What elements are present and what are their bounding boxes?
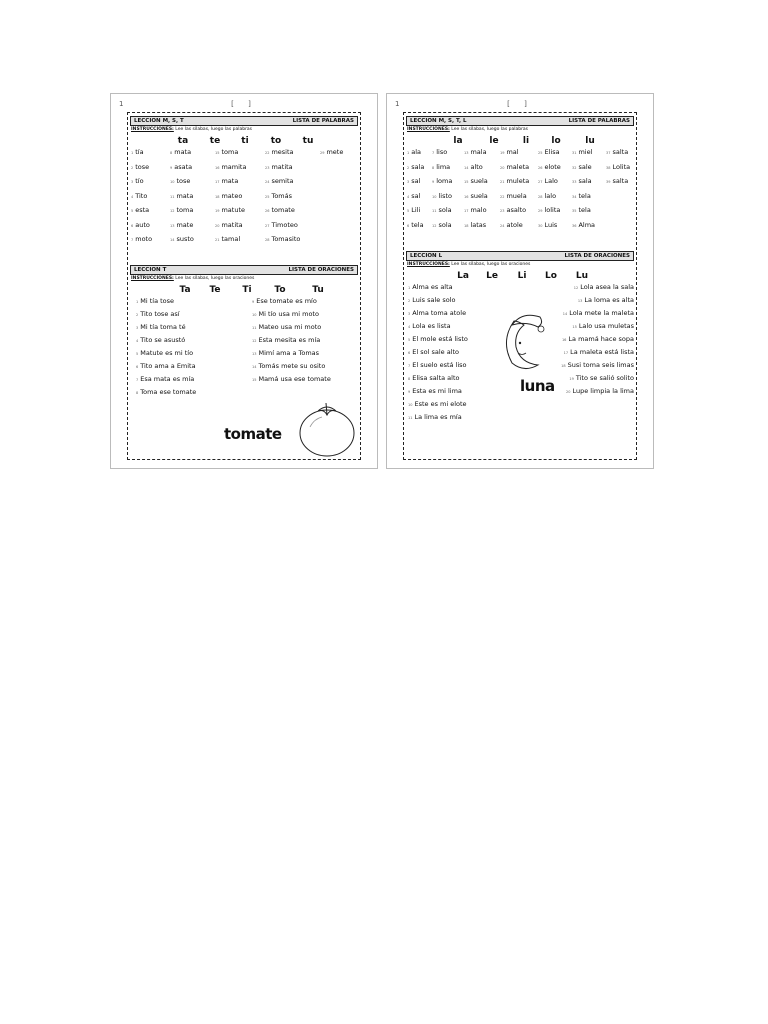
item-number: 13 bbox=[170, 223, 175, 228]
list-title: LISTA DE PALABRAS bbox=[568, 118, 630, 124]
word: 2 tose bbox=[131, 162, 150, 171]
sentence: 2 Luis sale solo bbox=[408, 296, 456, 304]
word: 23 matita bbox=[265, 162, 293, 171]
sentence: 2 Tito tose así bbox=[136, 310, 180, 318]
word: 5 Lili bbox=[407, 206, 421, 214]
item-number: 5 bbox=[408, 338, 411, 342]
sentence: 8 Elisa salta alto bbox=[408, 374, 460, 382]
instructions bbox=[404, 126, 636, 134]
word: 30 Luis bbox=[538, 220, 558, 229]
word: 34 tela bbox=[572, 191, 591, 200]
item-number: 21 bbox=[500, 180, 505, 184]
sentence: 7 Esa mata es mía bbox=[136, 375, 195, 383]
syllable-row bbox=[404, 269, 636, 283]
image-caption: luna bbox=[520, 377, 555, 395]
item-number: 15 bbox=[252, 378, 257, 382]
word: 7 liso bbox=[432, 148, 448, 156]
item-number: 15 bbox=[572, 325, 577, 329]
word: 17 malo bbox=[464, 206, 487, 214]
instructions-text: Lee las sílabas, luego las oraciones bbox=[451, 262, 531, 267]
word: 36 Alma bbox=[572, 220, 596, 229]
item-number: 2 bbox=[408, 299, 411, 303]
sentence: 16 La mamá hace sopa bbox=[561, 335, 634, 343]
syllable: tu bbox=[302, 136, 314, 146]
sentence: 13 La loma es alta bbox=[577, 296, 634, 304]
syllable: La bbox=[457, 271, 469, 281]
instructions-label: INSTRUCCIONES: bbox=[131, 276, 174, 281]
sentence: 14 Tomás mete su osito bbox=[252, 362, 326, 370]
word-column bbox=[432, 148, 452, 235]
top-line bbox=[119, 100, 369, 110]
word: 21 muleta bbox=[500, 177, 530, 185]
item-number: 35 bbox=[572, 209, 577, 213]
word: 7 moto bbox=[131, 235, 153, 243]
word: 13 mala bbox=[464, 148, 487, 156]
item-number: 5 bbox=[136, 352, 139, 356]
item-number: 25 bbox=[265, 194, 270, 199]
word-list-section bbox=[128, 113, 360, 243]
sentence: 8 Toma ese tomate bbox=[136, 388, 197, 396]
sentence: 4 Lola es lista bbox=[408, 322, 451, 330]
word: 9 asata bbox=[170, 162, 193, 171]
word: 38 Lolita bbox=[606, 162, 631, 171]
word: 14 alto bbox=[464, 162, 483, 171]
sentence: 20 Lupe limpia la lima bbox=[566, 387, 634, 395]
sentence: 15 Lalo usa muletas bbox=[572, 322, 634, 330]
word: 2 sala bbox=[407, 162, 425, 171]
word: 27 Lalo bbox=[538, 177, 558, 185]
word: 32 sale bbox=[572, 162, 592, 171]
word: 17 mata bbox=[215, 177, 239, 185]
item-number: 4 bbox=[131, 194, 134, 199]
item-number: 6 bbox=[131, 223, 134, 228]
syllable-row bbox=[404, 134, 636, 148]
item-number: 9 bbox=[432, 180, 435, 184]
item-number: 38 bbox=[606, 165, 611, 170]
section-header bbox=[130, 265, 358, 275]
sentence: 15 Mamá usa ese tomate bbox=[252, 375, 331, 383]
page-bracket: [ ] bbox=[507, 100, 533, 108]
sentence: 12 Esta mesita es mía bbox=[252, 336, 321, 344]
worksheet-left bbox=[110, 93, 378, 469]
item-number: 1 bbox=[131, 151, 134, 155]
item-number: 15 bbox=[215, 151, 220, 155]
sentence-column bbox=[561, 283, 634, 400]
item-number: 19 bbox=[500, 151, 505, 155]
list-title: LISTA DE ORACIONES bbox=[564, 253, 630, 259]
word: 6 tela bbox=[407, 220, 424, 229]
item-number: 12 bbox=[252, 339, 257, 343]
instructions-text: Lee las sílabas, luego las palabras bbox=[175, 127, 253, 132]
word: 3 tío bbox=[131, 177, 144, 185]
instructions-text: Lee las sílabas, luego las palabras bbox=[451, 127, 529, 132]
item-number: 15 bbox=[464, 180, 469, 184]
sentence: 11 La lima es mía bbox=[408, 413, 462, 421]
word: 3 sal bbox=[407, 177, 421, 185]
item-number: 28 bbox=[538, 194, 543, 199]
item-number: 32 bbox=[572, 165, 577, 170]
item-number: 20 bbox=[566, 390, 571, 394]
item-number: 18 bbox=[464, 223, 469, 228]
syllable: li bbox=[522, 136, 530, 146]
word-column bbox=[407, 148, 424, 235]
instructions-label: INSTRUCCIONES: bbox=[131, 127, 174, 132]
item-number: 13 bbox=[252, 352, 257, 356]
item-number: 11 bbox=[252, 326, 257, 330]
item-number: 8 bbox=[170, 151, 173, 155]
item-number: 4 bbox=[408, 325, 411, 329]
word: 6 auto bbox=[131, 220, 150, 229]
lesson-title: LECCION M, S, T, L bbox=[410, 118, 467, 124]
item-number: 29 bbox=[320, 151, 325, 155]
item-number: 3 bbox=[407, 180, 410, 184]
sentence: 19 Tito se salió solito bbox=[569, 374, 634, 382]
item-number: 12 bbox=[170, 209, 175, 213]
word: 25 Elisa bbox=[538, 148, 560, 156]
sentence: 6 El sol sale alto bbox=[408, 348, 460, 356]
item-number: 7 bbox=[136, 378, 139, 382]
top-line bbox=[395, 100, 645, 110]
item-number: 6 bbox=[408, 351, 411, 355]
item-number: 23 bbox=[500, 209, 505, 213]
word-column bbox=[320, 148, 343, 163]
syllable: Te bbox=[209, 285, 221, 295]
word: 11 mata bbox=[170, 191, 194, 200]
sentence-column bbox=[408, 283, 468, 426]
item-number: 21 bbox=[215, 238, 220, 242]
word: 10 tose bbox=[170, 177, 191, 185]
word: 9 loma bbox=[432, 177, 453, 185]
item-number: 11 bbox=[408, 416, 413, 420]
sentence: 17 La maleta está lista bbox=[563, 348, 634, 356]
instructions bbox=[128, 275, 360, 283]
item-number: 2 bbox=[131, 165, 134, 170]
sentence: 3 Alma toma atole bbox=[408, 309, 467, 317]
item-number: 9 bbox=[408, 390, 411, 394]
item-number: 4 bbox=[407, 194, 410, 199]
item-number: 5 bbox=[131, 209, 134, 213]
sentence-column bbox=[252, 297, 331, 388]
word-column bbox=[215, 148, 246, 250]
page-bracket: [ ] bbox=[231, 100, 257, 108]
word: 8 lima bbox=[432, 162, 451, 171]
item-number: 27 bbox=[538, 180, 543, 184]
word-column bbox=[265, 148, 300, 250]
section-header bbox=[130, 116, 358, 126]
sentence-column bbox=[136, 297, 196, 401]
item-number: 3 bbox=[131, 180, 134, 184]
item-number: 11 bbox=[170, 194, 175, 199]
item-number: 39 bbox=[606, 180, 611, 184]
sentence: 13 Mimí ama a Tomas bbox=[252, 349, 320, 357]
syllable: Lo bbox=[545, 271, 557, 281]
item-number: 3 bbox=[136, 326, 139, 330]
item-number: 1 bbox=[407, 151, 410, 155]
item-number: 8 bbox=[136, 391, 139, 395]
word: 12 sola bbox=[432, 220, 452, 229]
item-number: 19 bbox=[569, 377, 574, 381]
item-number: 14 bbox=[252, 365, 257, 369]
word: 13 mate bbox=[170, 220, 194, 229]
item-number: 22 bbox=[500, 194, 505, 199]
sentence: 1 Mi tía tose bbox=[136, 297, 175, 305]
word: 33 sala bbox=[572, 177, 592, 185]
sentence: 5 El mole está listo bbox=[408, 335, 468, 343]
sentence: 10 Mi tío usa mi moto bbox=[252, 310, 319, 318]
word: 14 susto bbox=[170, 235, 194, 243]
syllable: te bbox=[209, 136, 221, 146]
syllable: Ta bbox=[179, 285, 191, 295]
item-number: 26 bbox=[265, 209, 270, 213]
word: 24 semita bbox=[265, 177, 294, 185]
item-number: 20 bbox=[500, 165, 505, 170]
item-number: 18 bbox=[561, 364, 566, 368]
sentence: 1 Alma es alta bbox=[408, 283, 453, 291]
item-number: 18 bbox=[215, 194, 220, 199]
syllable: Le bbox=[486, 271, 498, 281]
word: 20 maleta bbox=[500, 162, 530, 171]
item-number: 1 bbox=[408, 286, 411, 290]
word: 27 Timoteo bbox=[265, 220, 298, 229]
tomato-illustration bbox=[296, 397, 358, 459]
word: 8 mata bbox=[170, 148, 192, 156]
sentence: 9 Ese tomate es mío bbox=[252, 297, 317, 305]
item-number: 6 bbox=[407, 223, 410, 228]
word: 11 sola bbox=[432, 206, 452, 214]
word: 26 tomate bbox=[265, 206, 295, 214]
item-number: 25 bbox=[538, 151, 543, 155]
word: 18 mateo bbox=[215, 191, 243, 200]
word: 20 matita bbox=[215, 220, 243, 229]
word: 16 mamita bbox=[215, 162, 247, 171]
item-number: 17 bbox=[215, 180, 220, 184]
item-number: 23 bbox=[265, 165, 270, 170]
word: 1 ala bbox=[407, 148, 422, 156]
sentence: 10 Este es mi elote bbox=[408, 400, 467, 408]
item-number: 11 bbox=[432, 209, 437, 213]
word: 24 atole bbox=[500, 220, 523, 229]
sentence: 5 Matute es mi tío bbox=[136, 349, 194, 357]
item-number: 7 bbox=[432, 151, 435, 155]
sentence: 9 Esta es mi lima bbox=[408, 387, 462, 395]
page-frame bbox=[127, 112, 361, 460]
item-number: 9 bbox=[252, 300, 255, 304]
section-header bbox=[406, 251, 634, 261]
item-number: 7 bbox=[131, 238, 134, 242]
syllable: To bbox=[274, 285, 286, 295]
word-column bbox=[538, 148, 561, 235]
word: 12 toma bbox=[170, 206, 194, 214]
item-number: 1 bbox=[136, 300, 139, 304]
item-number: 10 bbox=[252, 313, 257, 317]
word: 28 Tomasito bbox=[265, 235, 301, 243]
word: 22 mesita bbox=[265, 148, 294, 156]
syllable: lo bbox=[551, 136, 561, 146]
item-number: 12 bbox=[573, 286, 579, 290]
item-number: 29 bbox=[538, 209, 543, 213]
lesson-title: LECCION T bbox=[134, 267, 167, 273]
item-number: 14 bbox=[562, 312, 568, 316]
word: 18 latas bbox=[464, 220, 487, 229]
syllable: Lu bbox=[575, 271, 589, 281]
word-column bbox=[131, 148, 152, 250]
item-number: 5 bbox=[407, 209, 410, 213]
list-title: LISTA DE PALABRAS bbox=[292, 118, 354, 124]
item-number: 12 bbox=[432, 223, 437, 228]
syllable: Tu bbox=[312, 285, 324, 295]
word: 19 mal bbox=[500, 148, 519, 156]
word: 22 muela bbox=[500, 191, 527, 200]
item-number: 14 bbox=[170, 238, 175, 242]
word-column bbox=[170, 148, 194, 250]
image-caption: tomate bbox=[224, 425, 282, 443]
lesson-title: LECCION L bbox=[410, 253, 443, 259]
syllable: ta bbox=[177, 136, 189, 146]
item-number: 9 bbox=[170, 165, 173, 170]
item-number: 4 bbox=[136, 339, 139, 343]
item-number: 8 bbox=[432, 165, 435, 170]
syllable: lu bbox=[585, 136, 595, 146]
word: 29 lolita bbox=[538, 206, 561, 214]
sentence: 6 Tito ama a Emita bbox=[136, 362, 196, 370]
word: 19 matute bbox=[215, 206, 245, 214]
word-column bbox=[464, 148, 488, 235]
word: 4 sal bbox=[407, 191, 421, 200]
item-number: 36 bbox=[572, 223, 577, 228]
sentence: 3 Mi tía toma té bbox=[136, 323, 186, 331]
word: 25 Tomás bbox=[265, 191, 293, 200]
item-number: 16 bbox=[561, 338, 567, 342]
item-number: 24 bbox=[265, 180, 270, 184]
word: 21 tamal bbox=[215, 235, 241, 243]
syllable-row bbox=[128, 134, 360, 148]
item-number: 7 bbox=[408, 364, 411, 368]
item-number: 13 bbox=[577, 299, 583, 303]
syllable: to bbox=[270, 136, 282, 146]
item-number: 8 bbox=[408, 377, 411, 381]
sentence: 18 Susi toma seis limas bbox=[561, 361, 634, 369]
moon-illustration bbox=[494, 311, 550, 373]
item-number: 24 bbox=[500, 223, 505, 228]
syllable: ti bbox=[241, 136, 249, 146]
word-list-section bbox=[404, 113, 636, 229]
item-number: 20 bbox=[215, 223, 220, 228]
syllable-row bbox=[128, 283, 360, 297]
page-frame bbox=[403, 112, 637, 460]
word: 10 listo bbox=[432, 191, 452, 200]
instructions-text: Lee las sílabas, luego las oraciones bbox=[175, 276, 255, 281]
item-number: 17 bbox=[464, 209, 469, 213]
item-number: 27 bbox=[265, 223, 270, 228]
word-column bbox=[572, 148, 595, 235]
instructions-label: INSTRUCCIONES: bbox=[407, 127, 450, 132]
item-number: 16 bbox=[215, 165, 220, 170]
syllable: le bbox=[489, 136, 499, 146]
item-number: 2 bbox=[407, 165, 410, 170]
section-header bbox=[406, 116, 634, 126]
item-number: 30 bbox=[538, 223, 543, 228]
item-number: 10 bbox=[408, 403, 413, 407]
item-number: 10 bbox=[432, 194, 437, 199]
word-column bbox=[500, 148, 529, 235]
item-number: 14 bbox=[464, 165, 469, 170]
item-number: 34 bbox=[572, 194, 577, 199]
item-number: 10 bbox=[170, 180, 175, 184]
item-number: 22 bbox=[265, 151, 270, 155]
word: 28 lalo bbox=[538, 191, 557, 200]
sentence: 12 Lola asea la sala bbox=[573, 283, 634, 291]
item-number: 3 bbox=[408, 312, 411, 316]
page-mark: 1 bbox=[119, 100, 124, 108]
word: 23 asalto bbox=[500, 206, 527, 214]
instructions bbox=[128, 126, 360, 134]
word: 1 tía bbox=[131, 148, 144, 156]
instructions-label: INSTRUCCIONES: bbox=[407, 262, 450, 267]
sentence: 4 Tito se asustó bbox=[136, 336, 186, 344]
syllable: la bbox=[453, 136, 463, 146]
lesson-title: LECCION M, S, T bbox=[134, 118, 184, 124]
item-number: 13 bbox=[464, 151, 469, 155]
item-number: 28 bbox=[265, 238, 270, 242]
item-number: 26 bbox=[538, 165, 543, 170]
syllable: Li bbox=[517, 271, 527, 281]
word-column bbox=[606, 148, 630, 192]
sentence: 7 El suelo está liso bbox=[408, 361, 467, 369]
list-title: LISTA DE ORACIONES bbox=[288, 267, 354, 273]
item-number: 16 bbox=[464, 194, 469, 199]
word: 31 miel bbox=[572, 148, 593, 156]
item-number: 33 bbox=[572, 180, 577, 184]
word: 37 salta bbox=[606, 148, 629, 156]
item-number: 17 bbox=[563, 351, 569, 355]
word: 15 toma bbox=[215, 148, 239, 156]
word: 16 suela bbox=[464, 191, 488, 200]
item-number: 37 bbox=[606, 151, 611, 155]
word: 39 salta bbox=[606, 177, 629, 185]
word: 35 tela bbox=[572, 206, 591, 214]
page-mark: 1 bbox=[395, 100, 400, 108]
word: 29 mete bbox=[320, 148, 344, 156]
word: 15 suela bbox=[464, 177, 488, 185]
word: 4 Tito bbox=[131, 191, 148, 200]
instructions bbox=[404, 261, 636, 269]
item-number: 2 bbox=[136, 313, 139, 317]
item-number: 19 bbox=[215, 209, 220, 213]
word: 5 esta bbox=[131, 206, 150, 214]
item-number: 31 bbox=[572, 151, 577, 155]
syllable: Ti bbox=[242, 285, 252, 295]
sentence: 14 Lola mete la maleta bbox=[562, 309, 634, 317]
worksheet-right bbox=[386, 93, 654, 469]
sentence: 11 Mateo usa mi moto bbox=[252, 323, 322, 331]
word: 26 elote bbox=[538, 162, 561, 171]
item-number: 6 bbox=[136, 365, 139, 369]
